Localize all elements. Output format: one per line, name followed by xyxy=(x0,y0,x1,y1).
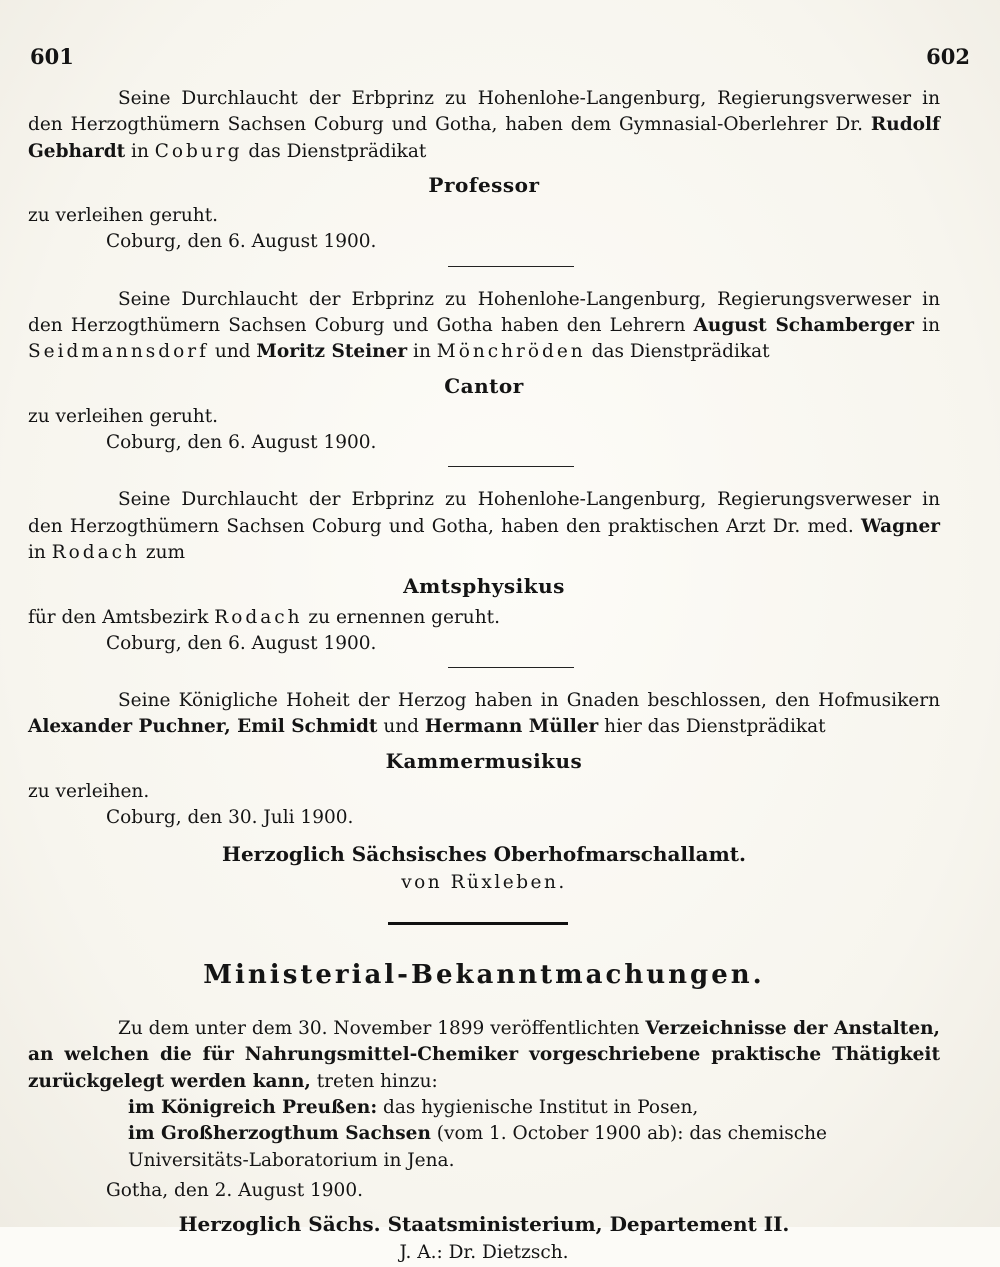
notice-text-part: Seine Königliche Hoheit der Herzog haben in Gnaden beschlossen, den Hofmusikern xyxy=(118,690,940,712)
divider xyxy=(448,667,574,668)
place-date: Coburg, den 6. August 1900. xyxy=(106,432,377,454)
notice-text-part: zu ernennen geruht. xyxy=(302,606,500,628)
page-number-left: 601 xyxy=(30,44,74,69)
intro-text-part: treten hinzu: xyxy=(310,1070,438,1092)
section-title: Ministerial-Bekanntmachungen. xyxy=(203,960,765,991)
notice-text xyxy=(28,287,940,366)
section-intro xyxy=(28,1016,940,1095)
notice-text-part: in xyxy=(28,541,52,563)
notice-text-part: und xyxy=(208,341,257,363)
person-name: Wagner xyxy=(860,515,940,537)
signature-office: Herzoglich Sächs. Staatsministerium, Departement II. xyxy=(178,1212,790,1237)
divider xyxy=(448,266,574,267)
institution-entry xyxy=(128,1095,940,1121)
signature-office: Herzoglich Sächsisches Oberhofmarschallamt. xyxy=(222,841,746,866)
title-heading: Professor xyxy=(428,172,540,197)
notice-text-part: für den Amtsbezirk xyxy=(28,606,215,628)
signature-signer: von Rüxleben. xyxy=(401,872,567,893)
entry-state: im Großherzogthum Sachsen xyxy=(128,1123,431,1145)
page-content xyxy=(28,86,940,1267)
notice-closing: zu verleihen geruht. xyxy=(28,205,219,227)
page-number-right: 602 xyxy=(926,44,970,69)
divider xyxy=(448,466,574,467)
notice-text-part: in xyxy=(407,341,437,363)
notice-text-part: zum xyxy=(139,541,186,563)
place-date: Coburg, den 6. August 1900. xyxy=(106,632,377,654)
registry-title: Verzeichnisse der Anstalten, an welchen die für Nahrungsmittel-Chemiker vorgeschriebene praktische Thätigkeit zurückgelegt werden kann, xyxy=(28,1018,940,1092)
place-name: Coburg xyxy=(154,140,243,162)
place-date: Coburg, den 6. August 1900. xyxy=(106,231,377,253)
person-name: Hermann Müller xyxy=(424,716,599,738)
entry-text: (vom 1. October 1900 ab): das chemische Universitäts-Laboratorium in Jena. xyxy=(128,1123,827,1171)
institution-entries xyxy=(28,1095,940,1174)
place-name: Rodach xyxy=(51,541,140,563)
entry-text: das hygienische Institut in Posen, xyxy=(377,1096,699,1118)
notice-text-part: in xyxy=(914,314,941,336)
notice-text-part: in xyxy=(125,140,155,162)
intro-text-part: Zu dem unter dem 30. November 1899 veröffentlichten xyxy=(118,1018,646,1040)
person-name: Moritz Steiner xyxy=(256,341,408,363)
notice-closing: zu verleihen geruht. xyxy=(28,405,219,427)
notice-text xyxy=(28,487,940,566)
notice-text-part: hier das Dienstprädikat xyxy=(598,716,826,738)
person-name: Rudolf Gebhardt xyxy=(28,114,940,162)
place-date: Coburg, den 30. Juli 1900. xyxy=(106,807,354,829)
notice-amtsphysikus xyxy=(28,487,940,657)
notice-professor xyxy=(28,86,940,256)
signature-signer: J. A.: Dr. Dietzsch. xyxy=(399,1242,569,1264)
notice-kammermusikus xyxy=(28,688,940,831)
institution-entry xyxy=(128,1121,940,1174)
place-name: Rodach xyxy=(214,606,303,628)
place-name: Seidmannsdorf xyxy=(28,341,209,363)
place-name: Mönchröden xyxy=(436,341,586,363)
notice-text xyxy=(28,688,940,741)
notice-text-part: Seine Durchlaucht der Erbprinz zu Hohenlohe-Langenburg, Regierungsverweser in den Herzogthümern Sachsen Coburg und Gotha, haben dem Gymnasial-Oberlehrer Dr. xyxy=(28,88,940,136)
person-name: Alexander Puchner, Emil Schmidt xyxy=(28,716,378,738)
notice-text-part: das Dienstprädikat xyxy=(242,140,427,162)
person-name: August Schamberger xyxy=(693,314,914,336)
place-date: Gotha, den 2. August 1900. xyxy=(106,1179,363,1201)
notice-closing: zu verleihen. xyxy=(28,781,150,803)
notice-text-part: Seine Durchlaucht der Erbprinz zu Hohenlohe-Langenburg, Regierungsverweser in den Herzogthümern Sachsen Coburg und Gotha haben den Lehrern xyxy=(28,288,940,336)
title-heading: Amtsphysikus xyxy=(403,574,565,599)
notice-text-part: und xyxy=(377,716,425,738)
entry-state: im Königreich Preußen: xyxy=(128,1096,378,1118)
title-heading: Kammermusikus xyxy=(385,748,583,773)
notice-cantor xyxy=(28,287,940,457)
notice-text-part: das Dienstprädikat xyxy=(585,341,770,363)
notice-text xyxy=(28,86,940,165)
title-heading: Cantor xyxy=(444,373,524,398)
notice-closing xyxy=(28,605,940,631)
notice-text-part: Seine Durchlaucht der Erbprinz zu Hohenlohe-Langenburg, Regierungsverweser in den Herzogthümern Sachsen Coburg und Gotha, haben den praktischen Arzt Dr. med. xyxy=(28,489,940,537)
section-divider xyxy=(388,922,568,925)
